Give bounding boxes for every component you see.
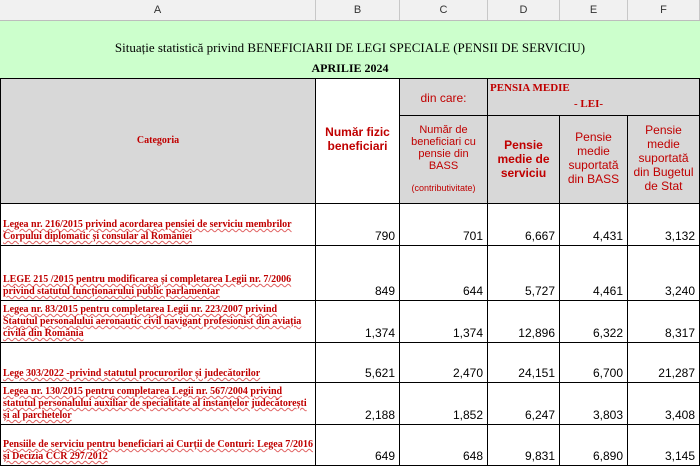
- row-6-numar-cell[interactable]: [316, 425, 400, 466]
- row-4-category-cell[interactable]: [0, 343, 316, 383]
- header-bass-sub: (contributivitate): [411, 183, 476, 193]
- row-1-category-cell[interactable]: [0, 204, 316, 246]
- row-5-category-cell[interactable]: [0, 383, 316, 425]
- row-2-din-bass: 4,461: [592, 284, 623, 298]
- row-1-numar: 790: [374, 229, 395, 243]
- row-4-buget-cell[interactable]: [628, 343, 700, 383]
- header-categoria: Categoria: [136, 135, 180, 146]
- row-1-bass: 701: [462, 229, 483, 243]
- column-header-bar: [0, 0, 700, 21]
- row-1-bass-cell[interactable]: [400, 204, 488, 246]
- row-3-bass-cell[interactable]: [400, 301, 488, 343]
- row-4-numar-cell[interactable]: [316, 343, 400, 383]
- row-6-bass: 648: [462, 449, 483, 463]
- row-3-category-cell[interactable]: [0, 301, 316, 343]
- column-header-c[interactable]: C: [400, 0, 488, 20]
- row-5-bass: 1,852: [452, 408, 483, 422]
- row-5-numar: 2,188: [364, 408, 395, 422]
- report-title: Situație statistică privind BENEFICIARII DE LEGI SPECIALE (PENSII DE SERVICIU): [114, 40, 586, 55]
- row-4-numar: 5,621: [364, 366, 395, 380]
- row-2-bass-cell[interactable]: [400, 246, 488, 301]
- header-pensia-medie: PENSIA MEDIE: [490, 82, 570, 94]
- row-2-medie-cell[interactable]: [488, 246, 560, 301]
- row-2-category: LEGE 215 /2015 pentru modificarea și completarea Legii nr. 7/2006 privind statutul funcționarului public parlamentar: [3, 274, 292, 297]
- header-lei: - LEI-: [574, 98, 604, 110]
- column-header-b[interactable]: B: [316, 0, 400, 20]
- row-3-category: Legea nr. 83/2015 pentru completarea Legii nr. 223/2007 privind Statutul personalului aeronautic civil navigant profesionist din aviația civilă din România: [3, 304, 302, 339]
- row-4-bass-cell[interactable]: [400, 343, 488, 383]
- header-pensie-medie-serviciu: Pensie medie de serviciu: [497, 138, 550, 180]
- row-1-buget: 3,132: [664, 229, 695, 243]
- header-bass-cell[interactable]: [400, 116, 488, 204]
- row-5-buget-cell[interactable]: [628, 383, 700, 425]
- row-2-buget-cell[interactable]: [628, 246, 700, 301]
- row-6-buget-cell[interactable]: [628, 425, 700, 466]
- row-3-medie: 12,896: [518, 326, 555, 340]
- header-pensie-bass-cell[interactable]: [560, 116, 628, 204]
- column-header-d[interactable]: D: [488, 0, 560, 20]
- header-pensie-buget-cell[interactable]: [628, 116, 700, 204]
- row-3-numar-cell[interactable]: [316, 301, 400, 343]
- row-6-buget: 3,145: [664, 449, 695, 463]
- row-5-bass-cell[interactable]: [400, 383, 488, 425]
- row-5-din-bass-cell[interactable]: [560, 383, 628, 425]
- row-4-din-bass: 6,700: [592, 366, 623, 380]
- row-1-category: Legea nr. 216/2015 privind acordarea pensiei de serviciu membrilor Corpului diplomatic și consular al României: [3, 219, 292, 242]
- row-6-din-bass: 6,890: [592, 449, 623, 463]
- row-2-category-cell[interactable]: [0, 246, 316, 301]
- row-1-din-bass-cell[interactable]: [560, 204, 628, 246]
- row-5-category: Legea nr. 130/2015 pentru completarea Legii nr. 567/2004 privind statutul personalului auxiliar de specialitate al instanțelor judecătorești și al parchetelor: [3, 386, 307, 421]
- column-header-f[interactable]: F: [628, 0, 700, 20]
- row-6-medie: 9,831: [524, 449, 555, 463]
- row-2-medie: 5,727: [524, 284, 555, 298]
- row-6-category-cell[interactable]: [0, 425, 316, 466]
- row-3-buget-cell[interactable]: [628, 301, 700, 343]
- row-6-category: Pensiile de serviciu pentru beneficiari ai Curții de Conturi: Legea 7/2016 și Decizia CCR 297/2012: [3, 439, 313, 462]
- row-3-din-bass-cell[interactable]: [560, 301, 628, 343]
- row-2-numar: 849: [374, 284, 395, 298]
- row-2-buget: 3,240: [664, 284, 695, 298]
- row-5-numar-cell[interactable]: [316, 383, 400, 425]
- row-2-bass: 644: [462, 284, 483, 298]
- row-4-category: Lege 303/2022 -privind statutul procurorilor și judecătorilor: [3, 368, 261, 379]
- row-1-buget-cell[interactable]: [628, 204, 700, 246]
- row-2-numar-cell[interactable]: [316, 246, 400, 301]
- row-6-bass-cell[interactable]: [400, 425, 488, 466]
- row-4-din-bass-cell[interactable]: [560, 343, 628, 383]
- row-2-din-bass-cell[interactable]: [560, 246, 628, 301]
- row-6-numar: 649: [374, 449, 395, 463]
- header-din-care: din care:: [420, 91, 467, 105]
- row-1-medie: 6,667: [524, 229, 555, 243]
- header-numar-cell[interactable]: [316, 79, 400, 204]
- row-6-din-bass-cell[interactable]: [560, 425, 628, 466]
- row-4-buget: 21,287: [658, 366, 695, 380]
- row-5-buget: 3,408: [664, 408, 695, 422]
- row-5-medie-cell[interactable]: [488, 383, 560, 425]
- row-5-din-bass: 3,803: [592, 408, 623, 422]
- header-pensie-bass: Pensie medie suportată din BASS: [567, 130, 620, 186]
- header-bass: Număr de beneficiari cu pensie din BASS: [411, 124, 476, 172]
- row-3-buget: 8,317: [664, 326, 695, 340]
- header-pensie-medie-serviciu-cell[interactable]: [488, 116, 560, 204]
- row-1-medie-cell[interactable]: [488, 204, 560, 246]
- row-4-bass: 2,470: [452, 366, 483, 380]
- column-header-e[interactable]: E: [560, 0, 628, 20]
- report-period: APRILIE 2024: [311, 61, 389, 75]
- header-categoria-cell[interactable]: [0, 79, 316, 204]
- header-numar: Număr fizic beneficiari: [325, 125, 390, 153]
- row-1-din-bass: 4,431: [592, 229, 623, 243]
- row-4-medie: 24,151: [518, 366, 555, 380]
- row-3-medie-cell[interactable]: [488, 301, 560, 343]
- column-header-a[interactable]: A: [0, 0, 316, 20]
- row-3-bass: 1,374: [452, 326, 483, 340]
- row-4-medie-cell[interactable]: [488, 343, 560, 383]
- header-din-care-cell[interactable]: [400, 79, 488, 116]
- header-pensia-medie-cell[interactable]: [488, 79, 700, 116]
- row-3-din-bass: 6,322: [592, 326, 623, 340]
- row-5-medie: 6,247: [524, 408, 555, 422]
- report-title-band[interactable]: [0, 21, 700, 79]
- row-6-medie-cell[interactable]: [488, 425, 560, 466]
- row-1-numar-cell[interactable]: [316, 204, 400, 246]
- row-3-numar: 1,374: [364, 326, 395, 340]
- header-pensie-buget: Pensie medie suportată din Bugetul de Stat: [633, 123, 694, 193]
